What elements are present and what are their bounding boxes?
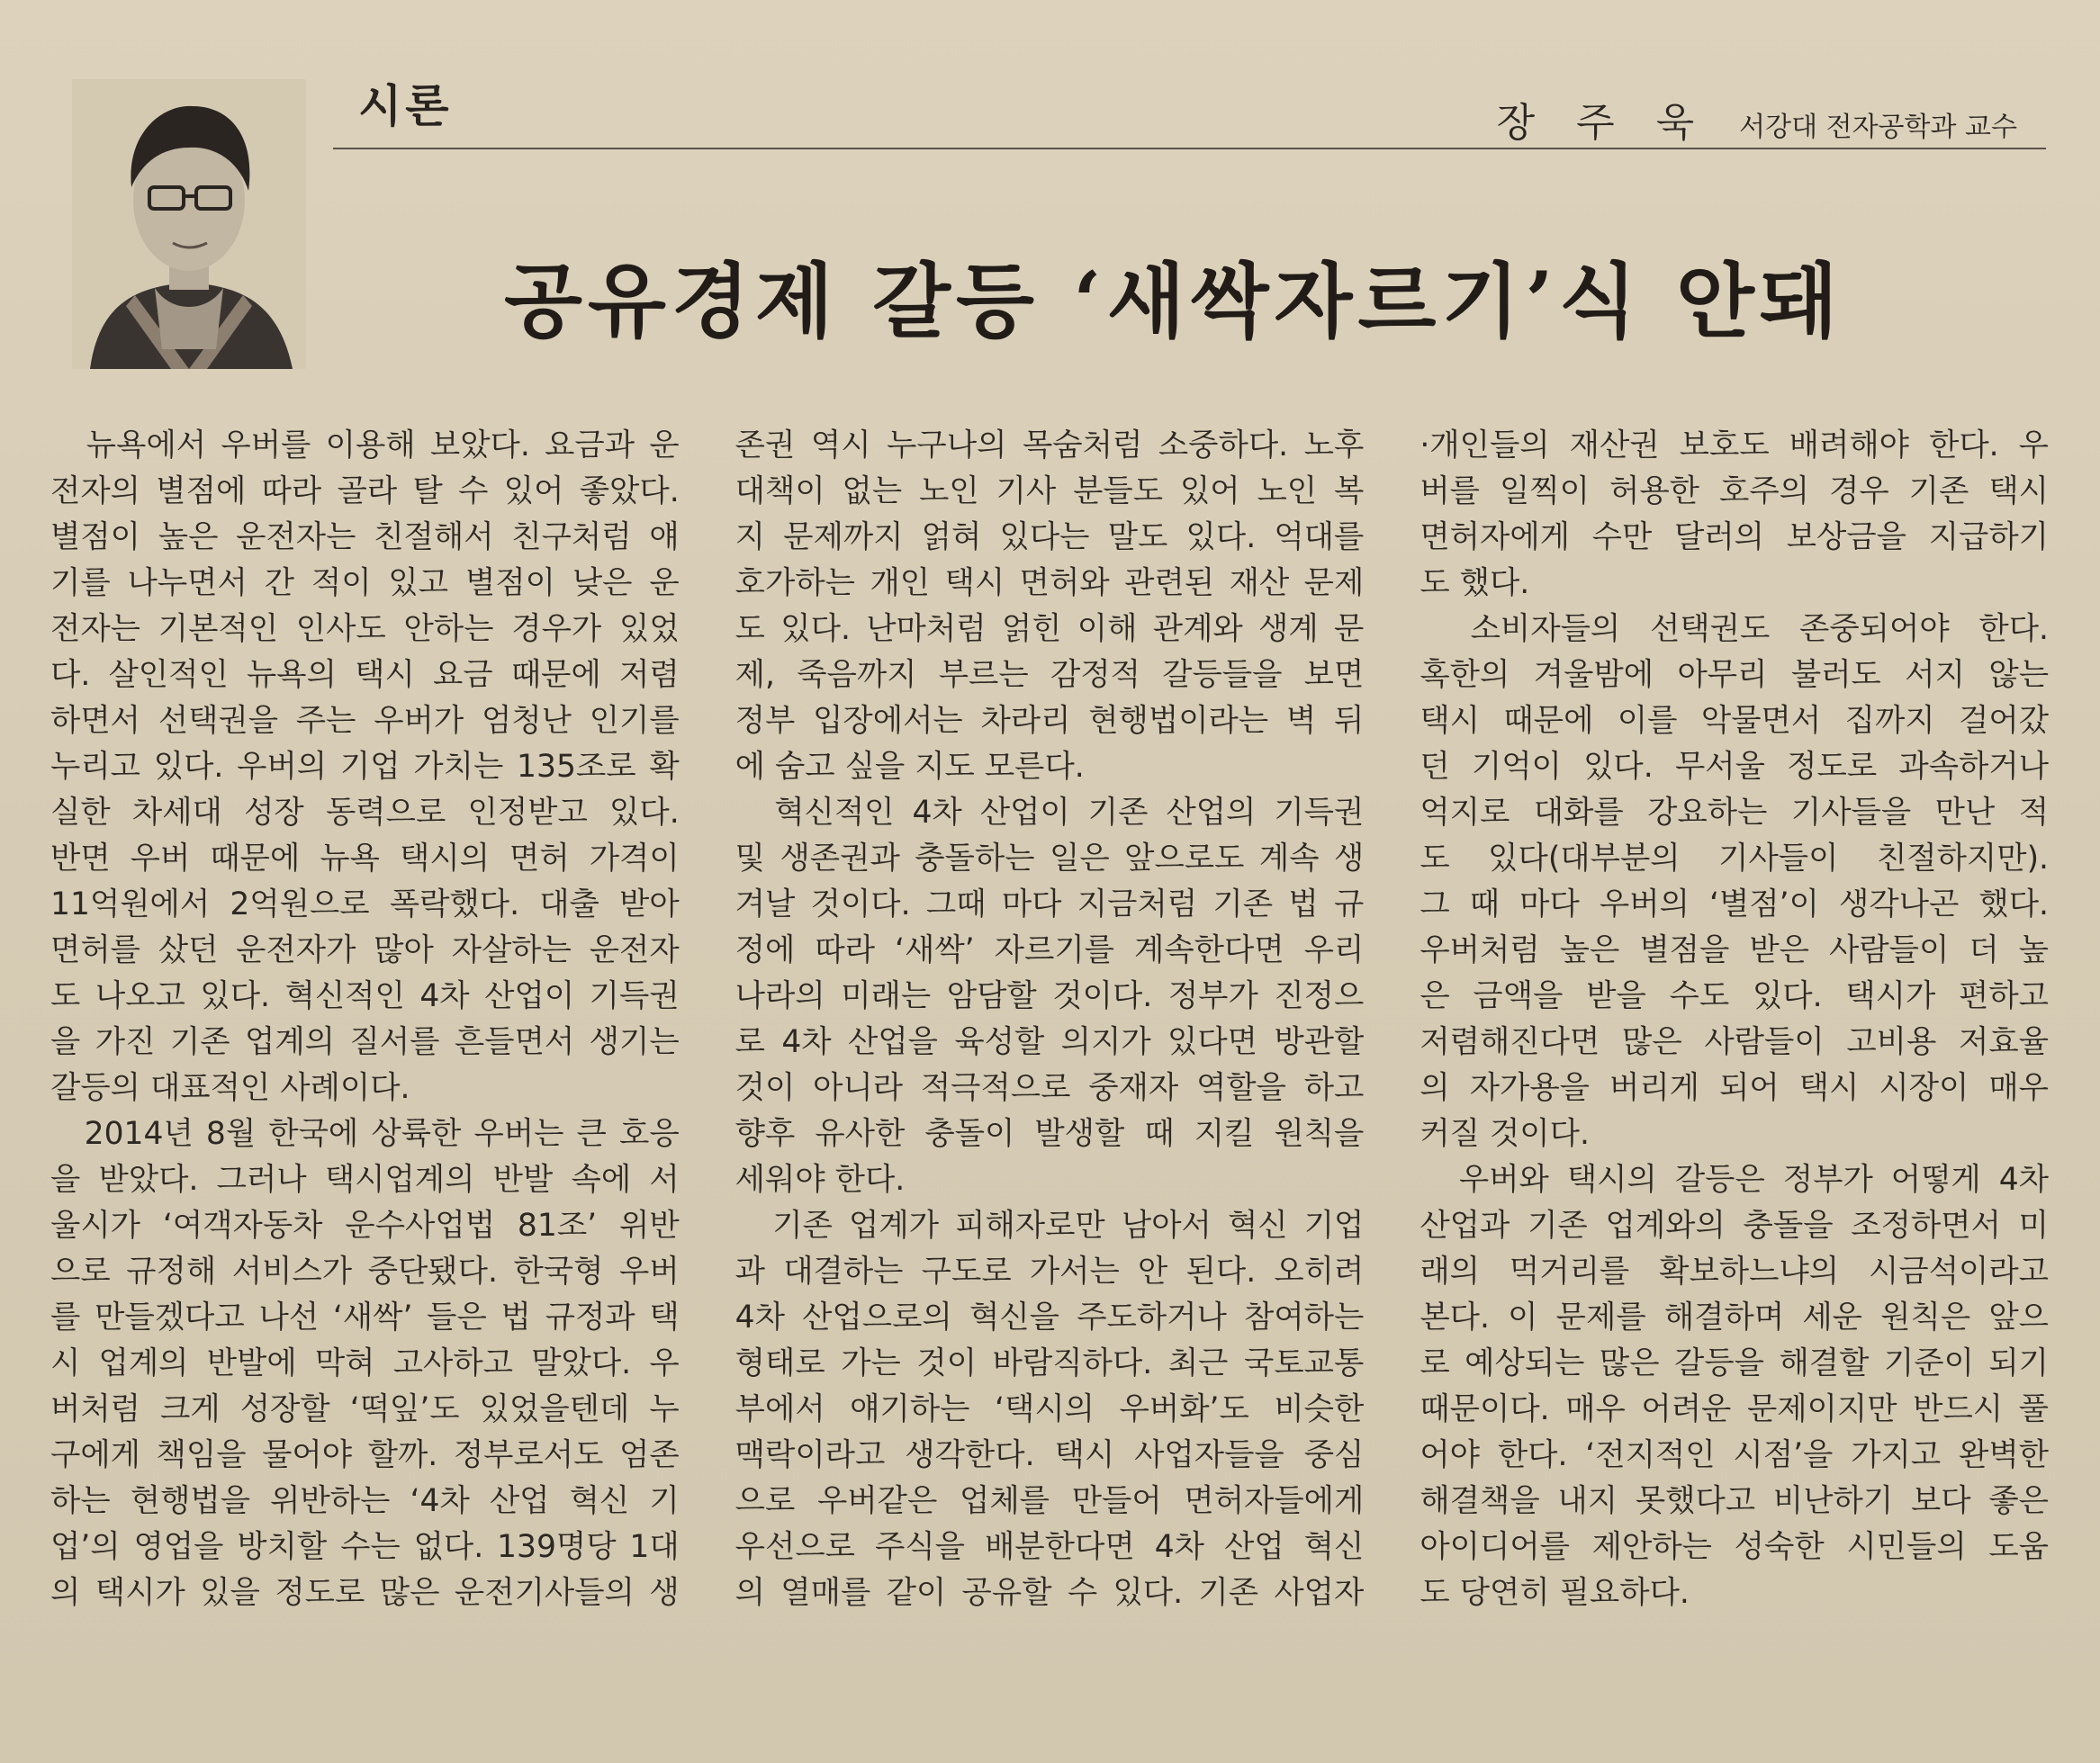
article-line: 에 숨고 싶을 지도 모른다. xyxy=(735,749,1085,785)
article-line: 혹한의 겨울밤에 아무리 불러도 서지 않는 xyxy=(1420,657,2050,693)
article-line: 어야 한다. ‘전지적인 시점’을 가지고 완벽한 xyxy=(1420,1437,2050,1473)
article-line: 전자는 기본적인 인사도 안하는 경우가 있었 xyxy=(50,611,680,647)
article-line: 겨날 것이다. 그때 마다 지금처럼 기존 법 규 xyxy=(735,886,1365,922)
article-line: 및 생존권과 충돌하는 일은 앞으로도 계속 생 xyxy=(735,841,1365,877)
article-line: 억지로 대화를 강요하는 기사들을 만난 적 xyxy=(1420,795,2050,831)
article-line: 로 예상되는 많은 갈등을 해결할 기준이 되기 xyxy=(1420,1345,2050,1381)
article-line: 우선으로 주식을 배분한다면 4차 산업 혁신 xyxy=(735,1529,1365,1565)
article-line: 의 자가용을 버리게 되어 택시 시장이 매우 xyxy=(1420,1070,2050,1106)
article-line: 해결책을 내지 못했다고 비난하기 보다 좋은 xyxy=(1420,1483,2050,1519)
article-line: 은 금액을 받을 수도 있다. 택시가 편하고 xyxy=(1420,978,2050,1014)
article-line: 기존 업계가 피해자로만 남아서 혁신 기업 xyxy=(735,1208,1365,1244)
article-line: 누리고 있다. 우버의 기업 가치는 135조로 확 xyxy=(50,749,680,785)
article-line: 우버처럼 높은 별점을 받은 사람들이 더 높 xyxy=(1420,932,2050,968)
article-line: 실한 차세대 성장 동력으로 인정받고 있다. xyxy=(50,795,680,831)
article-body xyxy=(50,423,2049,1728)
article-line: 별점이 높은 운전자는 친절해서 친구처럼 얘 xyxy=(50,519,680,555)
article-line: 맥락이라고 생각한다. 택시 사업자들을 중심 xyxy=(735,1437,1365,1473)
article-line: 의 택시가 있을 정도로 많은 운전기사들의 생 xyxy=(50,1575,680,1611)
article-line: 면허를 샀던 운전자가 많아 자살하는 운전자 xyxy=(50,932,680,968)
article-line: 버처럼 크게 성장할 ‘떡잎’도 있었을텐데 누 xyxy=(50,1391,680,1427)
author-portrait xyxy=(72,79,306,369)
article-line: 기를 나누면서 간 적이 있고 별점이 낮은 운 xyxy=(50,565,680,601)
author-affiliation: 서강대 전자공학과 교수 xyxy=(1739,112,2017,143)
article-line: 하면서 선택권을 주는 우버가 엄청난 인기를 xyxy=(50,703,680,739)
article-line: 뉴욕에서 우버를 이용해 보았다. 요금과 운 xyxy=(50,427,680,463)
article-line: 것이 아니라 적극적으로 중재자 역할을 하고 xyxy=(735,1070,1365,1106)
article-line: 제, 죽음까지 부르는 감정적 갈등들을 보면 xyxy=(735,657,1365,693)
headline: 공유경제 갈등 ‘새싹자르기’식 안돼 xyxy=(504,254,1843,349)
article-line: 부에서 얘기하는 ‘택시의 우버화’도 비슷한 xyxy=(735,1391,1365,1427)
article-line: 을 받았다. 그러나 택시업계의 반발 속에 서 xyxy=(50,1162,680,1198)
article-line: 향후 유사한 충돌이 발생할 때 지킬 원칙을 xyxy=(735,1116,1365,1152)
article-line: 도 했다. xyxy=(1420,565,1530,601)
article-line: 소비자들의 선택권도 존중되어야 한다. xyxy=(1420,611,2050,647)
article-column-1 xyxy=(50,423,680,1728)
article-line: 대책이 없는 노인 기사 분들도 있어 노인 복 xyxy=(735,473,1365,509)
article-line: 면허자에게 수만 달러의 보상금을 지급하기 xyxy=(1420,519,2050,555)
article-line: 과 대결하는 구도로 가서는 안 된다. 오히려 xyxy=(735,1254,1365,1290)
article-line: 도 당연히 필요하다. xyxy=(1420,1575,1690,1611)
article-line: 로 4차 산업을 육성할 의지가 있다면 방관할 xyxy=(735,1024,1365,1060)
article-line: 본다. 이 문제를 해결하며 세운 원칙은 앞으 xyxy=(1420,1300,2050,1336)
section-label: 시론 xyxy=(358,80,453,132)
article-line: 때문이다. 매우 어려운 문제이지만 반드시 풀 xyxy=(1420,1391,2050,1427)
article-line: 아이디어를 제안하는 성숙한 시민들의 도움 xyxy=(1420,1529,2050,1565)
article-line: 래의 먹거리를 확보하느냐의 시금석이라고 xyxy=(1420,1254,2050,1290)
author-name: 장 주 욱 xyxy=(1496,100,1709,146)
article-line: 구에게 책임을 물어야 할까. 정부로서도 엄존 xyxy=(50,1437,680,1473)
author-portrait-image xyxy=(72,79,306,369)
article-line: 도 나오고 있다. 혁신적인 4차 산업이 기득권 xyxy=(50,978,680,1014)
article-line: 지 문제까지 얽혀 있다는 말도 있다. 억대를 xyxy=(735,519,1365,555)
article-line: 2014년 8월 한국에 상륙한 우버는 큰 호응 xyxy=(50,1116,680,1152)
article-line: ·개인들의 재산권 보호도 배려해야 한다. 우 xyxy=(1420,427,2050,463)
article-line: 반면 우버 때문에 뉴욕 택시의 면허 가격이 xyxy=(50,841,680,877)
article-line: 으로 규정해 서비스가 중단됐다. 한국형 우버 xyxy=(50,1254,680,1290)
article-line: 세워야 한다. xyxy=(735,1162,906,1198)
article-line: 그 때 마다 우버의 ‘별점’이 생각나곤 했다. xyxy=(1420,886,2050,922)
article-line: 의 열매를 같이 공유할 수 있다. 기존 사업자 xyxy=(735,1575,1365,1611)
article-line: 혁신적인 4차 산업이 기존 산업의 기득권 xyxy=(735,795,1365,831)
article-line: 정부 입장에서는 차라리 현행법이라는 벽 뒤 xyxy=(735,703,1365,739)
article-column-2 xyxy=(735,423,1365,1728)
article-line: 다. 살인적인 뉴욕의 택시 요금 때문에 저렴 xyxy=(50,657,680,693)
article-line: 으로 우버같은 업체를 만들어 면허자들에게 xyxy=(735,1483,1365,1519)
article-line: 전자의 별점에 따라 골라 탈 수 있어 좋았다. xyxy=(50,473,680,509)
article-line: 도 있다. 난마처럼 얽힌 이해 관계와 생계 문 xyxy=(735,611,1365,647)
article-line: 호가하는 개인 택시 면허와 관련된 재산 문제 xyxy=(735,565,1365,601)
article-line: 4차 산업으로의 혁신을 주도하거나 참여하는 xyxy=(735,1300,1365,1336)
article-line: 정에 따라 ‘새싹’ 자르기를 계속한다면 우리 xyxy=(735,932,1365,968)
article-line: 를 만들겠다고 나선 ‘새싹’ 들은 법 규정과 택 xyxy=(50,1300,680,1336)
byline xyxy=(1497,90,2017,148)
article-line: 우버와 택시의 갈등은 정부가 어떻게 4차 xyxy=(1420,1162,2050,1198)
article-line: 버를 일찍이 허용한 호주의 경우 기존 택시 xyxy=(1420,473,2050,509)
article-line: 을 가진 기존 업계의 질서를 흔들면서 생기는 xyxy=(50,1024,680,1060)
article-line: 택시 때문에 이를 악물면서 집까지 걸어갔 xyxy=(1420,703,2050,739)
article-line: 나라의 미래는 암담할 것이다. 정부가 진정으 xyxy=(735,978,1365,1014)
article-line: 저렴해진다면 많은 사람들이 고비용 저효율 xyxy=(1420,1024,2050,1060)
article-line: 존권 역시 누구나의 목숨처럼 소중하다. 노후 xyxy=(735,427,1365,463)
article-line: 하는 현행법을 위반하는 ‘4차 산업 혁신 기 xyxy=(50,1483,680,1519)
article-line: 시 업계의 반발에 막혀 고사하고 말았다. 우 xyxy=(50,1345,680,1381)
article-line: 형태로 가는 것이 바람직하다. 최근 국토교통 xyxy=(735,1345,1365,1381)
article-line: 도 있다(대부분의 기사들이 친절하지만). xyxy=(1420,841,2050,877)
article-line: 울시가 ‘여객자동차 운수사업법 81조’ 위반 xyxy=(50,1208,680,1244)
header-rule xyxy=(333,148,2046,149)
article-line: 산업과 기존 업계와의 충돌을 조정하면서 미 xyxy=(1420,1208,2050,1244)
article-line: 커질 것이다. xyxy=(1420,1116,1590,1152)
article-line: 11억원에서 2억원으로 폭락했다. 대출 받아 xyxy=(50,886,680,922)
article-line: 갈등의 대표적인 사례이다. xyxy=(50,1070,410,1106)
article-line: 업’의 영업을 방치할 수는 없다. 139명당 1대 xyxy=(50,1529,680,1565)
article-column-3 xyxy=(1420,423,2049,1728)
article-line: 던 기억이 있다. 무서울 정도로 과속하거나 xyxy=(1420,749,2050,785)
